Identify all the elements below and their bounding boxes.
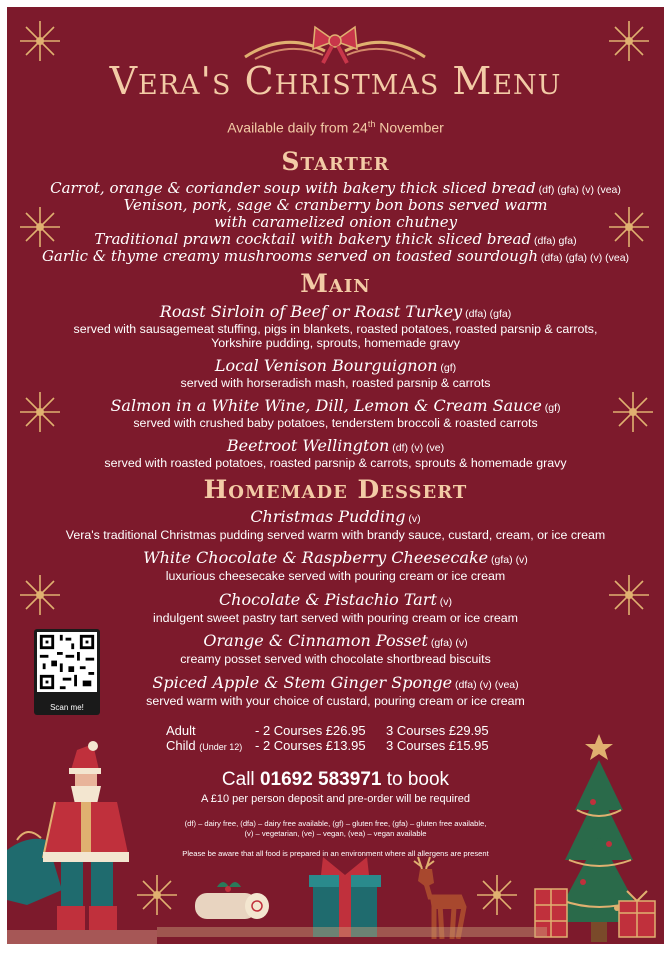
dessert-item-title: Spiced Apple & Stem Ginger Sponge (dfa) (v) (vea) — [152, 673, 519, 692]
snowflake-icon — [18, 19, 62, 63]
adult-two-course-price: - 2 Courses £26.95 — [255, 723, 366, 738]
child-label: Child (Under 12) — [166, 738, 243, 753]
qr-code-icon — [37, 632, 97, 692]
phone-number[interactable]: 01692 583971 — [259, 769, 382, 790]
dessert-item-title: Chocolate & Pistachio Tart (v) — [218, 590, 453, 609]
main-item-title: Roast Sirloin of Beef or Roast Turkey (dfa) (gfa) — [159, 302, 512, 321]
santa-icon — [7, 740, 157, 944]
adult-three-course-price: 3 Courses £29.95 — [386, 723, 489, 738]
main-item-title: Local Venison Bourguignon (gf) — [214, 356, 457, 375]
qr-code-card[interactable] — [34, 629, 100, 715]
gift-icon — [617, 887, 657, 939]
scan-me-label: Scan me! — [50, 703, 84, 712]
availability-subtitle: Available daily from 24th November — [227, 119, 444, 136]
dessert-item-description: luxurious cheesecake served with pouring cream or ice cream — [165, 569, 506, 583]
starter-item: Traditional prawn cocktail with bakery thick sliced bread (dfa) gfa) — [94, 230, 577, 248]
main-item-title: Beetroot Wellington (df) (v) (ve) — [226, 436, 445, 455]
dessert-heading: Homemade Dessert — [203, 475, 468, 504]
child-two-course-price: - 2 Courses £13.95 — [255, 738, 366, 753]
dessert-item-description: Vera's traditional Christmas pudding served warm with brandy sauce, custard, cream, or ice cream — [65, 528, 606, 542]
dessert-item-description: creamy posset served with chocolate shortbread biscuits — [180, 652, 491, 666]
dessert-item-title: Christmas Pudding (v) — [250, 507, 421, 526]
main-item-description: served with sausagemeat stuffing, pigs in blankets, roasted potatoes, roasted parsnip & carrots, — [73, 322, 598, 336]
dessert-item-description: served warm with your choice of custard, pouring cream or ice cream — [146, 694, 525, 708]
menu-page — [7, 7, 664, 944]
dietary-key: (df) – dairy free, (dfa) – dairy free available, (gf) – gluten free, (gfa) – gluten free available, — [184, 819, 487, 828]
main-item-description: served with horseradish mash, roasted parsnip & carrots — [180, 376, 491, 390]
ground-strip — [157, 927, 547, 937]
starter-heading: Starter — [281, 147, 390, 176]
dessert-item-title: White Chocolate & Raspberry Cheesecake (gfa) (v) — [143, 548, 528, 567]
main-item-description: served with roasted potatoes, roasted parsnip & carrots, sprouts & homemade gravy — [104, 456, 567, 470]
starter-item: Venison, pork, sage & cranberry bon bons served warm — [123, 196, 548, 214]
menu-title: Vera's Christmas Menu — [109, 59, 562, 103]
booking-call-line: Call 01692 583971 to book — [221, 769, 450, 790]
main-item-description: Yorkshire pudding, sprouts, homemade gravy — [211, 336, 460, 350]
snowflake-icon — [475, 873, 519, 917]
allergen-notice: Please be aware that all food is prepared in an environment where all allergens are present — [182, 849, 489, 858]
main-item-title: Salmon in a White Wine, Dill, Lemon & Cream Sauce (gf) — [110, 396, 561, 415]
dessert-item-title: Orange & Cinnamon Posset (gfa) (v) — [203, 631, 468, 650]
starter-item: with caramelized onion chutney — [213, 213, 458, 231]
starter-item: Carrot, orange & coriander soup with bakery thick sliced bread (df) (gfa) (v) (vea) — [50, 179, 621, 197]
adult-label: Adult — [166, 723, 196, 738]
dietary-key: (v) – vegetarian, (ve) – vegan, (vea) – vegan available — [244, 829, 427, 838]
main-heading: Main — [300, 269, 371, 298]
yule-log-icon — [191, 875, 273, 925]
starter-item: Garlic & thyme creamy mushrooms served on toasted sourdough (dfa) (gfa) (v) (vea) — [41, 247, 630, 265]
child-three-course-price: 3 Courses £15.95 — [386, 738, 489, 753]
deposit-note: A £10 per person deposit and pre-order will be required — [200, 793, 471, 805]
dessert-item-description: indulgent sweet pastry tart served with pouring cream or ice cream — [153, 611, 518, 625]
main-item-description: served with crushed baby potatoes, tenderstem broccoli & roasted carrots — [133, 416, 538, 430]
snowflake-icon — [607, 19, 651, 63]
